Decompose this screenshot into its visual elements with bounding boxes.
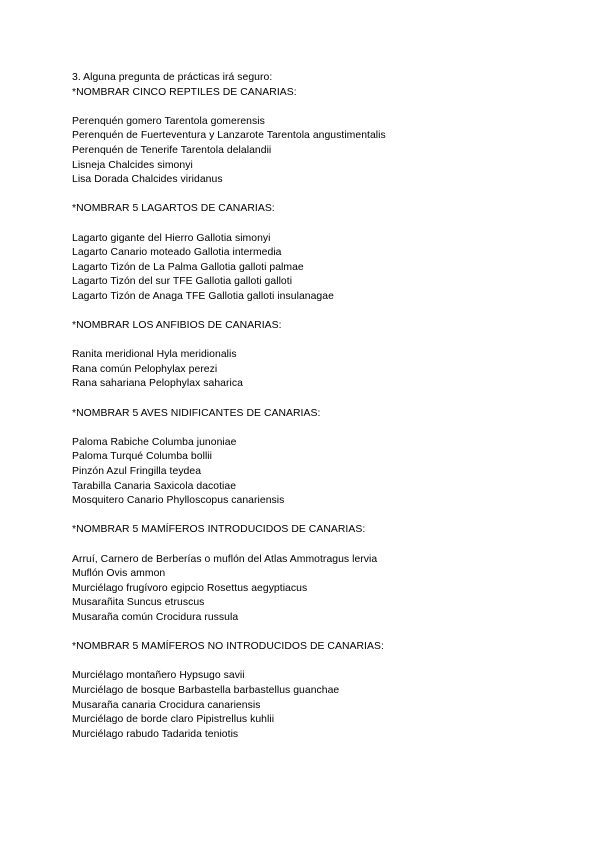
- list-item: Murciélago rabudo Tadarida teniotis: [72, 728, 239, 740]
- list-item: Perenquén de Tenerife Tarentola delalandii: [72, 144, 272, 156]
- section-heading: *NOMBRAR LOS ANFIBIOS DE CANARIAS:: [72, 320, 282, 332]
- blank-line: [72, 392, 572, 407]
- list-item: Lagarto Tizón de Anaga TFE Gallotia galloti insulanagae: [72, 290, 334, 302]
- list-item: Musaraña canaria Crocidura canariensis: [72, 699, 261, 711]
- section-heading: *NOMBRAR 5 MAMÍFEROS INTRODUCIDOS DE CANARIAS:: [72, 524, 366, 536]
- list-item: Lagarto Tizón de La Palma Gallotia galloti palmae: [72, 261, 304, 273]
- list-item: Perenquén de Fuerteventura y Lanzarote Tarentola angustimentalis: [72, 130, 386, 142]
- list-item: Pinzón Azul Fringilla teydea: [72, 466, 202, 478]
- list-item: Murciélago frugívoro egipcio Rosettus aegyptiacus: [72, 582, 308, 594]
- list-item: Rana común Pelophylax perezi: [72, 363, 218, 375]
- list-item: Perenquén gomero Tarentola gomerensis: [72, 115, 265, 127]
- list-item: Lagarto gigante del Hierro Gallotia simonyi: [72, 232, 271, 244]
- intro-line: 3. Alguna pregunta de prácticas irá seguro:: [72, 72, 273, 83]
- section-heading: *NOMBRAR 5 MAMÍFEROS NO INTRODUCIDOS DE CANARIAS:: [72, 641, 384, 653]
- section-mamiferos-introducidos: [72, 523, 572, 640]
- blank-line: [72, 305, 572, 320]
- list-item: Lisneja Chalcides simonyi: [72, 159, 193, 171]
- list-item: Lisa Dorada Chalcides viridanus: [72, 174, 223, 186]
- list-item: Arruí, Carnero de Berberías o muflón del Atlas Ammotragus lervia: [72, 553, 378, 565]
- list-item: Murciélago de bosque Barbastella barbastellus guanchae: [72, 684, 340, 696]
- section-heading: *NOMBRAR CINCO REPTILES DE CANARIAS:: [72, 86, 297, 98]
- document-page: [72, 71, 572, 742]
- section-anfibios: [72, 319, 572, 407]
- list-item: Ranita meridional Hyla meridionalis: [72, 349, 237, 361]
- list-item: Murciélago montañero Hypsugo savii: [72, 670, 245, 682]
- section-heading: *NOMBRAR 5 LAGARTOS DE CANARIAS:: [72, 203, 275, 215]
- list-item: Muflón Ovis ammon: [72, 568, 166, 580]
- blank-line: [72, 188, 572, 203]
- list-item: Musaraña común Crocidura russula: [72, 611, 239, 623]
- blank-line: [72, 626, 572, 641]
- blank-line: [72, 421, 572, 436]
- list-item: Lagarto Canario moteado Gallotia intermedia: [72, 247, 282, 259]
- list-item: Musarañita Suncus etruscus: [72, 597, 205, 609]
- section-aves: [72, 407, 572, 524]
- section-mamiferos-no-introducidos: [72, 640, 572, 742]
- blank-line: [72, 509, 572, 524]
- blank-line: [72, 655, 572, 670]
- blank-line: [72, 538, 572, 553]
- list-item: Paloma Turqué Columba bollii: [72, 451, 213, 463]
- blank-line: [72, 217, 572, 232]
- blank-line: [72, 334, 572, 349]
- list-item: Lagarto Tizón del sur TFE Gallotia galloti galloti: [72, 276, 293, 288]
- list-item: Rana sahariana Pelophylax saharica: [72, 378, 243, 390]
- blank-line: [72, 100, 572, 115]
- list-item: Paloma Rabiche Columba junoniae: [72, 436, 237, 448]
- section-heading: *NOMBRAR 5 AVES NIDIFICANTES DE CANARIAS:: [72, 407, 321, 419]
- list-item: Tarabilla Canaria Saxicola dacotiae: [72, 480, 237, 492]
- section-lagartos: [72, 202, 572, 319]
- list-item: Mosquitero Canario Phylloscopus canariensis: [72, 495, 285, 507]
- list-item: Murciélago de borde claro Pipistrellus kuhlii: [72, 714, 275, 726]
- section-reptiles: [72, 86, 572, 203]
